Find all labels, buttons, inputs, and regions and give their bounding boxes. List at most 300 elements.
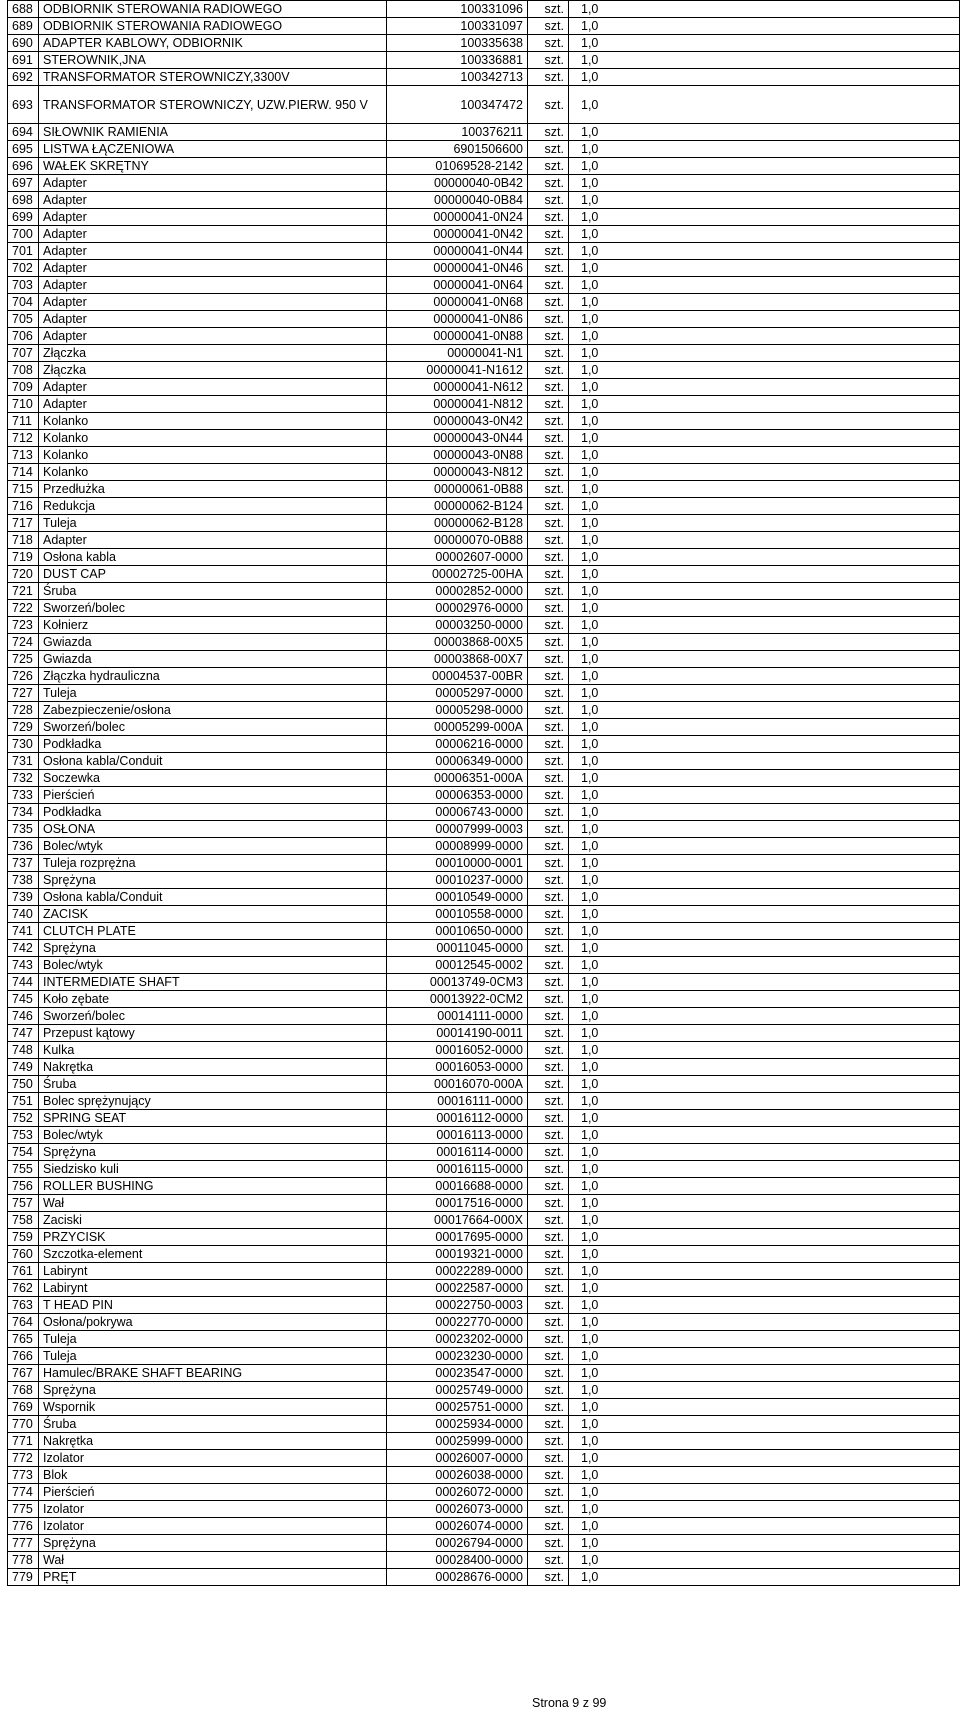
part-name-cell: Soczewka	[39, 770, 387, 787]
part-name-cell: Wspornik	[39, 1399, 387, 1416]
part-number-cell: 00005297-0000	[387, 685, 528, 702]
table-row	[8, 430, 960, 447]
part-number-cell: 00010650-0000	[387, 923, 528, 940]
row-number-cell: 772	[8, 1450, 39, 1467]
part-name-cell: Złączka	[39, 345, 387, 362]
row-number-cell: 698	[8, 192, 39, 209]
row-number-cell: 693	[8, 86, 39, 124]
part-name-cell: Kulka	[39, 1042, 387, 1059]
table-row	[8, 566, 960, 583]
table-row	[8, 821, 960, 838]
unit-cell: szt.	[528, 158, 569, 175]
table-row	[8, 158, 960, 175]
part-number-cell: 00016052-0000	[387, 1042, 528, 1059]
part-number-cell: 6901506600	[387, 141, 528, 158]
quantity-cell: 1,0	[569, 634, 960, 651]
row-number-cell: 705	[8, 311, 39, 328]
part-name-cell: Tuleja	[39, 685, 387, 702]
part-number-cell: 00010558-0000	[387, 906, 528, 923]
table-row	[8, 69, 960, 86]
part-name-cell: ROLLER BUSHING	[39, 1178, 387, 1195]
part-name-cell: Nakrętka	[39, 1059, 387, 1076]
row-number-cell: 740	[8, 906, 39, 923]
unit-cell: szt.	[528, 549, 569, 566]
table-row	[8, 549, 960, 566]
part-name-cell: Izolator	[39, 1501, 387, 1518]
row-number-cell: 750	[8, 1076, 39, 1093]
part-number-cell: 00005299-000A	[387, 719, 528, 736]
quantity-cell: 1,0	[569, 294, 960, 311]
table-row	[8, 1059, 960, 1076]
parts-table-body	[8, 1, 960, 1586]
table-row	[8, 1297, 960, 1314]
quantity-cell: 1,0	[569, 736, 960, 753]
table-row	[8, 855, 960, 872]
part-name-cell: Kolanko	[39, 430, 387, 447]
part-name-cell: Osłona kabla/Conduit	[39, 889, 387, 906]
part-name-cell: Tuleja	[39, 1348, 387, 1365]
quantity-cell: 1,0	[569, 1025, 960, 1042]
quantity-cell: 1,0	[569, 1484, 960, 1501]
unit-cell: szt.	[528, 532, 569, 549]
row-number-cell: 778	[8, 1552, 39, 1569]
part-number-cell: 00025751-0000	[387, 1399, 528, 1416]
quantity-cell: 1,0	[569, 345, 960, 362]
table-row	[8, 872, 960, 889]
unit-cell: szt.	[528, 1212, 569, 1229]
part-number-cell: 00010549-0000	[387, 889, 528, 906]
unit-cell: szt.	[528, 1246, 569, 1263]
unit-cell: szt.	[528, 1093, 569, 1110]
quantity-cell: 1,0	[569, 685, 960, 702]
quantity-cell: 1,0	[569, 600, 960, 617]
part-number-cell: 100336881	[387, 52, 528, 69]
part-name-cell: Pierścień	[39, 1484, 387, 1501]
row-number-cell: 735	[8, 821, 39, 838]
quantity-cell: 1,0	[569, 651, 960, 668]
table-row	[8, 719, 960, 736]
part-number-cell: 00012545-0002	[387, 957, 528, 974]
unit-cell: szt.	[528, 617, 569, 634]
table-row	[8, 1144, 960, 1161]
part-name-cell: Izolator	[39, 1450, 387, 1467]
part-name-cell: Osłona kabla/Conduit	[39, 753, 387, 770]
row-number-cell: 748	[8, 1042, 39, 1059]
part-name-cell: TRANSFORMATOR STEROWNICZY,3300V	[39, 69, 387, 86]
quantity-cell: 1,0	[569, 668, 960, 685]
part-number-cell: 00006743-0000	[387, 804, 528, 821]
quantity-cell: 1,0	[569, 124, 960, 141]
quantity-cell: 1,0	[569, 1059, 960, 1076]
part-number-cell: 00026007-0000	[387, 1450, 528, 1467]
row-number-cell: 715	[8, 481, 39, 498]
quantity-cell: 1,0	[569, 396, 960, 413]
row-number-cell: 767	[8, 1365, 39, 1382]
unit-cell: szt.	[528, 957, 569, 974]
part-name-cell: TRANSFORMATOR STEROWNICZY, UZW.PIERW. 950 V	[39, 86, 387, 124]
quantity-cell: 1,0	[569, 1008, 960, 1025]
quantity-cell: 1,0	[569, 1246, 960, 1263]
part-name-cell: Adapter	[39, 260, 387, 277]
unit-cell: szt.	[528, 1314, 569, 1331]
part-name-cell: Adapter	[39, 277, 387, 294]
table-row	[8, 35, 960, 52]
part-number-cell: 00016111-0000	[387, 1093, 528, 1110]
table-row	[8, 175, 960, 192]
row-number-cell: 774	[8, 1484, 39, 1501]
table-row	[8, 906, 960, 923]
row-number-cell: 729	[8, 719, 39, 736]
unit-cell: szt.	[528, 1569, 569, 1586]
part-name-cell: T HEAD PIN	[39, 1297, 387, 1314]
quantity-cell: 1,0	[569, 1110, 960, 1127]
quantity-cell: 1,0	[569, 464, 960, 481]
part-number-cell: 00005298-0000	[387, 702, 528, 719]
unit-cell: szt.	[528, 1059, 569, 1076]
part-name-cell: Osłona kabla	[39, 549, 387, 566]
row-number-cell: 726	[8, 668, 39, 685]
unit-cell: szt.	[528, 1518, 569, 1535]
part-name-cell: Labirynt	[39, 1263, 387, 1280]
row-number-cell: 688	[8, 1, 39, 18]
part-name-cell: Kolanko	[39, 464, 387, 481]
unit-cell: szt.	[528, 1433, 569, 1450]
row-number-cell: 764	[8, 1314, 39, 1331]
part-name-cell: Adapter	[39, 328, 387, 345]
quantity-cell: 1,0	[569, 158, 960, 175]
unit-cell: szt.	[528, 69, 569, 86]
unit-cell: szt.	[528, 124, 569, 141]
table-row	[8, 1127, 960, 1144]
table-row	[8, 923, 960, 940]
unit-cell: szt.	[528, 35, 569, 52]
row-number-cell: 776	[8, 1518, 39, 1535]
row-number-cell: 692	[8, 69, 39, 86]
part-number-cell: 00016114-0000	[387, 1144, 528, 1161]
table-row	[8, 753, 960, 770]
part-number-cell: 00000043-0N88	[387, 447, 528, 464]
part-name-cell: Sprężyna	[39, 1535, 387, 1552]
page-number: Strona 9 z 99	[532, 1696, 607, 1710]
row-number-cell: 765	[8, 1331, 39, 1348]
row-number-cell: 736	[8, 838, 39, 855]
row-number-cell: 775	[8, 1501, 39, 1518]
table-row	[8, 736, 960, 753]
row-number-cell: 719	[8, 549, 39, 566]
part-number-cell: 00028676-0000	[387, 1569, 528, 1586]
part-name-cell: Adapter	[39, 396, 387, 413]
part-name-cell: Zabezpieczenie/osłona	[39, 702, 387, 719]
part-name-cell: Adapter	[39, 209, 387, 226]
part-number-cell: 00023230-0000	[387, 1348, 528, 1365]
unit-cell: szt.	[528, 1416, 569, 1433]
row-number-cell: 713	[8, 447, 39, 464]
part-name-cell: Tuleja	[39, 1331, 387, 1348]
row-number-cell: 730	[8, 736, 39, 753]
part-name-cell: Labirynt	[39, 1280, 387, 1297]
part-name-cell: Pierścień	[39, 787, 387, 804]
part-number-cell: 00017664-000X	[387, 1212, 528, 1229]
unit-cell: szt.	[528, 260, 569, 277]
table-row	[8, 702, 960, 719]
part-name-cell: Podkładka	[39, 736, 387, 753]
part-name-cell: Izolator	[39, 1518, 387, 1535]
part-number-cell: 00000061-0B88	[387, 481, 528, 498]
unit-cell: szt.	[528, 651, 569, 668]
table-row	[8, 668, 960, 685]
quantity-cell: 1,0	[569, 515, 960, 532]
unit-cell: szt.	[528, 277, 569, 294]
quantity-cell: 1,0	[569, 804, 960, 821]
unit-cell: szt.	[528, 1144, 569, 1161]
quantity-cell: 1,0	[569, 991, 960, 1008]
table-row	[8, 345, 960, 362]
part-number-cell: 00016053-0000	[387, 1059, 528, 1076]
table-row	[8, 1246, 960, 1263]
part-name-cell: Kolanko	[39, 413, 387, 430]
quantity-cell: 1,0	[569, 430, 960, 447]
unit-cell: szt.	[528, 481, 569, 498]
table-row	[8, 1280, 960, 1297]
part-number-cell: 00022750-0003	[387, 1297, 528, 1314]
unit-cell: szt.	[528, 18, 569, 35]
quantity-cell: 1,0	[569, 413, 960, 430]
row-number-cell: 771	[8, 1433, 39, 1450]
part-number-cell: 00022289-0000	[387, 1263, 528, 1280]
part-name-cell: Adapter	[39, 192, 387, 209]
row-number-cell: 720	[8, 566, 39, 583]
row-number-cell: 712	[8, 430, 39, 447]
part-number-cell: 00000043-N812	[387, 464, 528, 481]
row-number-cell: 711	[8, 413, 39, 430]
row-number-cell: 703	[8, 277, 39, 294]
row-number-cell: 689	[8, 18, 39, 35]
part-number-cell: 00026794-0000	[387, 1535, 528, 1552]
quantity-cell: 1,0	[569, 226, 960, 243]
part-name-cell: LISTWA ŁĄCZENIOWA	[39, 141, 387, 158]
table-row	[8, 1110, 960, 1127]
unit-cell: szt.	[528, 1195, 569, 1212]
table-row	[8, 1501, 960, 1518]
unit-cell: szt.	[528, 685, 569, 702]
table-row	[8, 1399, 960, 1416]
row-number-cell: 749	[8, 1059, 39, 1076]
row-number-cell: 738	[8, 872, 39, 889]
part-number-cell: 00028400-0000	[387, 1552, 528, 1569]
part-name-cell: Adapter	[39, 532, 387, 549]
table-row	[8, 311, 960, 328]
row-number-cell: 756	[8, 1178, 39, 1195]
quantity-cell: 1,0	[569, 974, 960, 991]
table-row	[8, 481, 960, 498]
part-name-cell: Przepust kątowy	[39, 1025, 387, 1042]
unit-cell: szt.	[528, 1467, 569, 1484]
row-number-cell: 722	[8, 600, 39, 617]
quantity-cell: 1,0	[569, 18, 960, 35]
part-number-cell: 00025934-0000	[387, 1416, 528, 1433]
table-row	[8, 1093, 960, 1110]
quantity-cell: 1,0	[569, 192, 960, 209]
part-number-cell: 00006349-0000	[387, 753, 528, 770]
row-number-cell: 768	[8, 1382, 39, 1399]
table-row	[8, 1314, 960, 1331]
table-row	[8, 1348, 960, 1365]
quantity-cell: 1,0	[569, 1365, 960, 1382]
quantity-cell: 1,0	[569, 1416, 960, 1433]
quantity-cell: 1,0	[569, 821, 960, 838]
quantity-cell: 1,0	[569, 1348, 960, 1365]
unit-cell: szt.	[528, 940, 569, 957]
quantity-cell: 1,0	[569, 481, 960, 498]
part-name-cell: Wał	[39, 1552, 387, 1569]
part-name-cell: ODBIORNIK STEROWANIA RADIOWEGO	[39, 1, 387, 18]
quantity-cell: 1,0	[569, 1195, 960, 1212]
table-row	[8, 1382, 960, 1399]
row-number-cell: 754	[8, 1144, 39, 1161]
row-number-cell: 695	[8, 141, 39, 158]
table-row	[8, 447, 960, 464]
unit-cell: szt.	[528, 226, 569, 243]
part-number-cell: 00000040-0B42	[387, 175, 528, 192]
unit-cell: szt.	[528, 1229, 569, 1246]
quantity-cell: 1,0	[569, 1518, 960, 1535]
part-name-cell: Sworzeń/bolec	[39, 719, 387, 736]
part-name-cell: PRĘT	[39, 1569, 387, 1586]
unit-cell: szt.	[528, 566, 569, 583]
row-number-cell: 753	[8, 1127, 39, 1144]
row-number-cell: 773	[8, 1467, 39, 1484]
part-name-cell: ODBIORNIK STEROWANIA RADIOWEGO	[39, 18, 387, 35]
quantity-cell: 1,0	[569, 1552, 960, 1569]
unit-cell: szt.	[528, 1552, 569, 1569]
part-number-cell: 00000043-0N44	[387, 430, 528, 447]
table-row	[8, 192, 960, 209]
quantity-cell: 1,0	[569, 175, 960, 192]
quantity-cell: 1,0	[569, 447, 960, 464]
unit-cell: szt.	[528, 770, 569, 787]
table-row	[8, 532, 960, 549]
part-name-cell: Kolanko	[39, 447, 387, 464]
part-number-cell: 00008999-0000	[387, 838, 528, 855]
quantity-cell: 1,0	[569, 617, 960, 634]
unit-cell: szt.	[528, 804, 569, 821]
quantity-cell: 1,0	[569, 52, 960, 69]
part-name-cell: Zaciski	[39, 1212, 387, 1229]
unit-cell: szt.	[528, 464, 569, 481]
row-number-cell: 741	[8, 923, 39, 940]
part-name-cell: Sprężyna	[39, 1382, 387, 1399]
part-name-cell: DUST CAP	[39, 566, 387, 583]
quantity-cell: 1,0	[569, 906, 960, 923]
row-number-cell: 760	[8, 1246, 39, 1263]
table-row	[8, 413, 960, 430]
part-name-cell: Sprężyna	[39, 872, 387, 889]
quantity-cell: 1,0	[569, 719, 960, 736]
part-name-cell: Gwiazda	[39, 634, 387, 651]
unit-cell: szt.	[528, 1042, 569, 1059]
unit-cell: szt.	[528, 1348, 569, 1365]
parts-table	[7, 0, 960, 1586]
quantity-cell: 1,0	[569, 243, 960, 260]
part-name-cell: Tuleja	[39, 515, 387, 532]
part-number-cell: 00016115-0000	[387, 1161, 528, 1178]
unit-cell: szt.	[528, 311, 569, 328]
table-row	[8, 1416, 960, 1433]
unit-cell: szt.	[528, 209, 569, 226]
table-row	[8, 124, 960, 141]
part-number-cell: 100342713	[387, 69, 528, 86]
part-name-cell: Szczotka-element	[39, 1246, 387, 1263]
row-number-cell: 770	[8, 1416, 39, 1433]
quantity-cell: 1,0	[569, 566, 960, 583]
quantity-cell: 1,0	[569, 770, 960, 787]
row-number-cell: 704	[8, 294, 39, 311]
part-number-cell: 00000043-0N42	[387, 413, 528, 430]
unit-cell: szt.	[528, 1297, 569, 1314]
unit-cell: szt.	[528, 702, 569, 719]
quantity-cell: 1,0	[569, 1450, 960, 1467]
table-row	[8, 1484, 960, 1501]
table-row	[8, 226, 960, 243]
quantity-cell: 1,0	[569, 1331, 960, 1348]
part-number-cell: 00025999-0000	[387, 1433, 528, 1450]
table-row	[8, 940, 960, 957]
part-number-cell: 00022587-0000	[387, 1280, 528, 1297]
part-number-cell: 100376211	[387, 124, 528, 141]
part-number-cell: 00000041-0N64	[387, 277, 528, 294]
row-number-cell: 734	[8, 804, 39, 821]
part-number-cell: 00013922-0CM2	[387, 991, 528, 1008]
table-row	[8, 396, 960, 413]
part-number-cell: 00017516-0000	[387, 1195, 528, 1212]
table-row	[8, 787, 960, 804]
table-row	[8, 1450, 960, 1467]
table-row	[8, 1467, 960, 1484]
table-row	[8, 1518, 960, 1535]
row-number-cell: 758	[8, 1212, 39, 1229]
table-row	[8, 86, 960, 124]
unit-cell: szt.	[528, 430, 569, 447]
row-number-cell: 737	[8, 855, 39, 872]
quantity-cell: 1,0	[569, 260, 960, 277]
quantity-cell: 1,0	[569, 1178, 960, 1195]
table-row	[8, 1569, 960, 1586]
table-row	[8, 583, 960, 600]
unit-cell: szt.	[528, 86, 569, 124]
part-name-cell: Koło zębate	[39, 991, 387, 1008]
unit-cell: szt.	[528, 1535, 569, 1552]
unit-cell: szt.	[528, 52, 569, 69]
quantity-cell: 1,0	[569, 1399, 960, 1416]
part-number-cell: 00000041-N612	[387, 379, 528, 396]
part-name-cell: Osłona/pokrywa	[39, 1314, 387, 1331]
part-number-cell: 00000040-0B84	[387, 192, 528, 209]
table-row	[8, 957, 960, 974]
part-number-cell: 00016070-000A	[387, 1076, 528, 1093]
quantity-cell: 1,0	[569, 209, 960, 226]
unit-cell: szt.	[528, 991, 569, 1008]
table-row	[8, 18, 960, 35]
table-row	[8, 1365, 960, 1382]
unit-cell: szt.	[528, 1076, 569, 1093]
unit-cell: szt.	[528, 362, 569, 379]
row-number-cell: 724	[8, 634, 39, 651]
row-number-cell: 759	[8, 1229, 39, 1246]
quantity-cell: 1,0	[569, 1093, 960, 1110]
unit-cell: szt.	[528, 719, 569, 736]
table-row	[8, 974, 960, 991]
table-row	[8, 260, 960, 277]
